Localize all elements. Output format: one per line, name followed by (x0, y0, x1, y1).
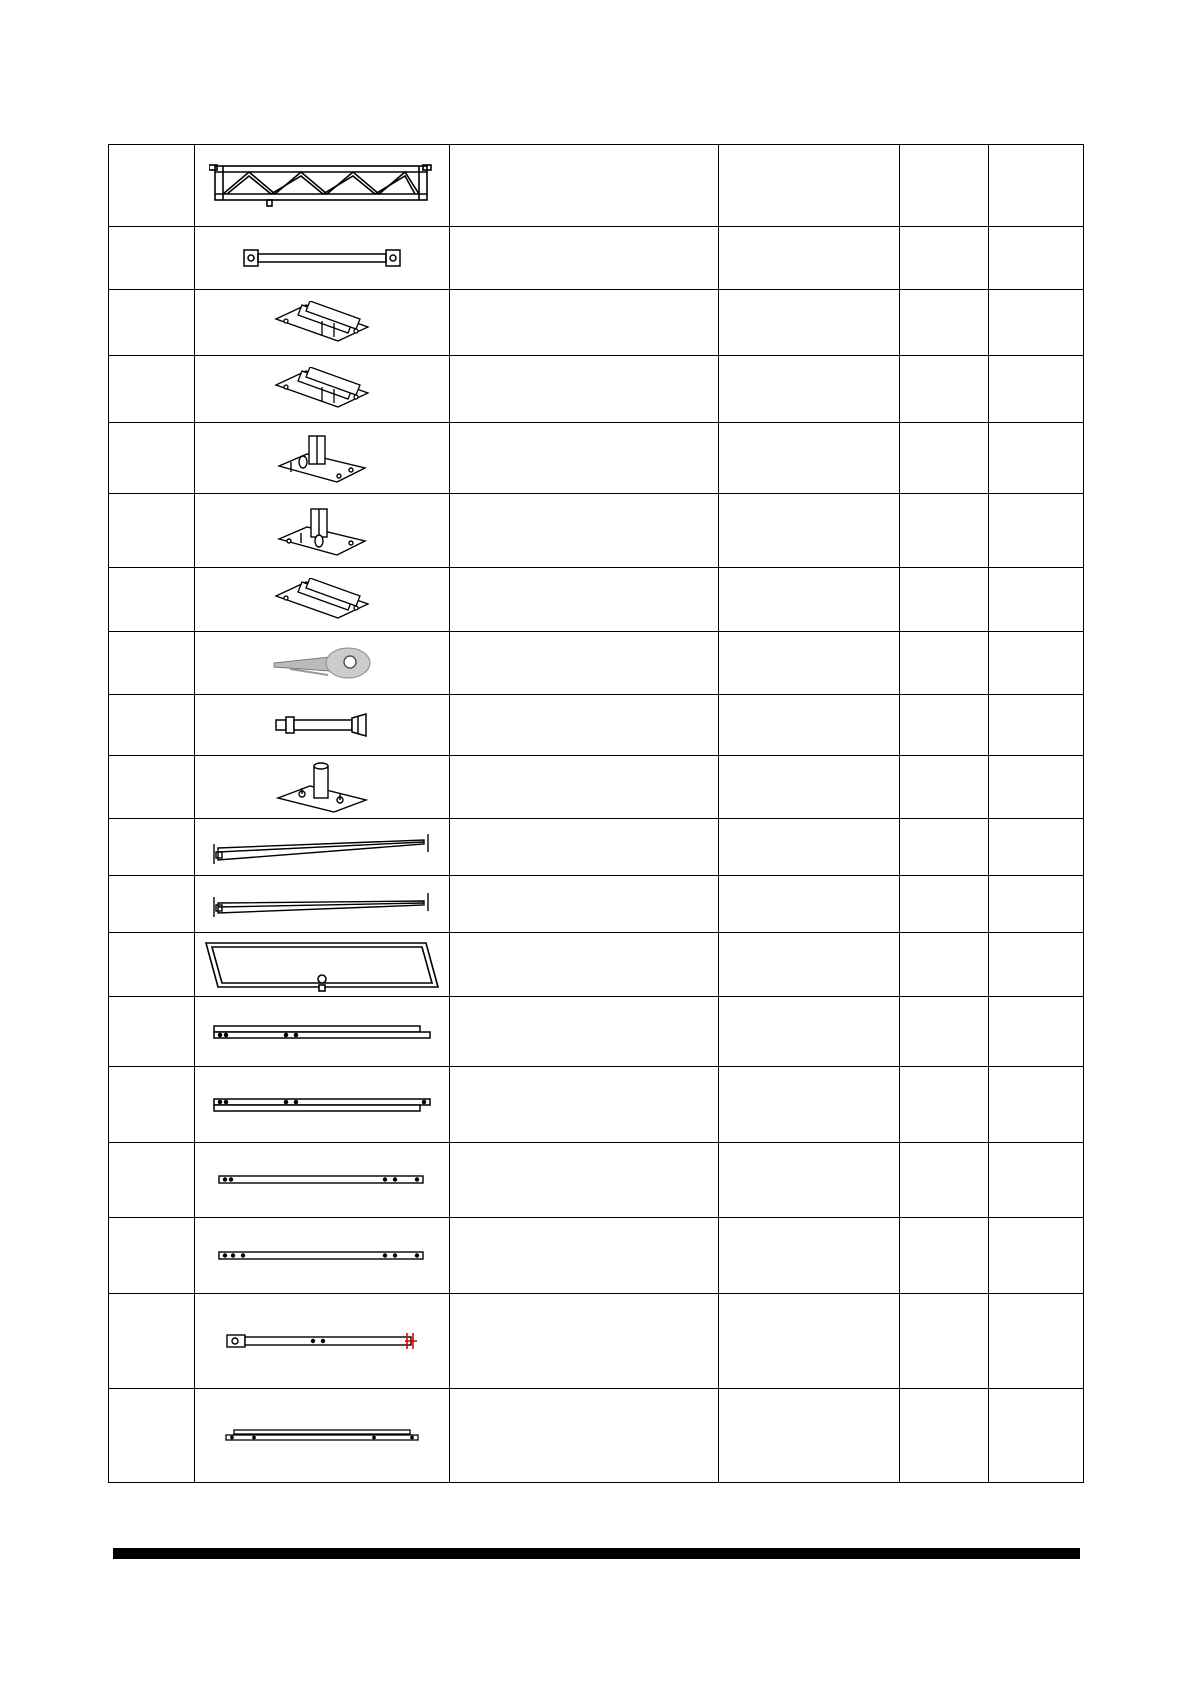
item-qty (900, 1294, 989, 1389)
item-number (109, 756, 195, 819)
item-qty (900, 1143, 989, 1218)
item-description (450, 819, 719, 876)
item-description (450, 756, 719, 819)
item-note (989, 933, 1084, 997)
item-qty (900, 1389, 989, 1483)
item-qty (900, 695, 989, 756)
parts-table (108, 144, 1084, 1483)
item-number (109, 632, 195, 695)
item-qty (900, 145, 989, 227)
item-description (450, 356, 719, 423)
item-description (450, 1294, 719, 1389)
table-row (109, 1143, 1084, 1218)
base-plate-double-rail-icon (272, 367, 372, 411)
item-qty (900, 632, 989, 695)
item-number (109, 876, 195, 933)
item-note (989, 1218, 1084, 1294)
item-description (450, 423, 719, 494)
item-spec (719, 494, 900, 568)
item-qty (900, 819, 989, 876)
item-spec (719, 933, 900, 997)
item-spec (719, 227, 900, 290)
item-description (450, 933, 719, 997)
item-qty (900, 1218, 989, 1294)
item-note (989, 568, 1084, 632)
hinged-bar-icon (225, 1330, 419, 1352)
table-row (109, 695, 1084, 756)
item-spec (719, 695, 900, 756)
item-number (109, 568, 195, 632)
item-qty (900, 568, 989, 632)
post-bracket-plate-icon (277, 505, 367, 557)
item-qty (900, 997, 989, 1067)
table-row (109, 933, 1084, 997)
tapered-beam-icon (210, 830, 434, 864)
eye-bolt-icon (270, 645, 374, 681)
item-description (450, 290, 719, 356)
item-spec (719, 423, 900, 494)
item-qty (900, 876, 989, 933)
item-note (989, 356, 1084, 423)
item-number (109, 1389, 195, 1483)
item-description (450, 1389, 719, 1483)
item-number (109, 494, 195, 568)
item-qty (900, 1067, 989, 1143)
item-spec (719, 1143, 900, 1218)
table-row (109, 423, 1084, 494)
item-number (109, 227, 195, 290)
table-row (109, 876, 1084, 933)
table-row (109, 568, 1084, 632)
item-spec (719, 632, 900, 695)
table-row (109, 290, 1084, 356)
item-description (450, 876, 719, 933)
tapered-beam-icon (210, 889, 434, 919)
table-row (109, 1067, 1084, 1143)
item-qty (900, 494, 989, 568)
item-spec (719, 1067, 900, 1143)
item-note (989, 876, 1084, 933)
item-spec (719, 819, 900, 876)
item-qty (900, 423, 989, 494)
table-row (109, 632, 1084, 695)
item-note (989, 423, 1084, 494)
item-qty (900, 356, 989, 423)
table-row (109, 756, 1084, 819)
item-note (989, 1067, 1084, 1143)
flat-bar-icon (217, 1173, 427, 1187)
item-spec (719, 145, 900, 227)
item-note (989, 1143, 1084, 1218)
item-number (109, 423, 195, 494)
channel-rail-icon (212, 1095, 432, 1115)
item-note (989, 632, 1084, 695)
item-number (109, 933, 195, 997)
flat-bar-icon (217, 1249, 427, 1263)
item-number (109, 1143, 195, 1218)
item-spec (719, 876, 900, 933)
item-spec (719, 997, 900, 1067)
item-note (989, 756, 1084, 819)
post-bracket-plate-icon (277, 432, 367, 484)
base-plate-double-rail-icon (272, 301, 372, 345)
item-note (989, 145, 1084, 227)
item-description (450, 695, 719, 756)
item-qty (900, 290, 989, 356)
item-description (450, 997, 719, 1067)
footer-rule (113, 1548, 1080, 1559)
item-description (450, 227, 719, 290)
item-note (989, 819, 1084, 876)
table-row (109, 494, 1084, 568)
item-note (989, 1389, 1084, 1483)
item-number (109, 1218, 195, 1294)
item-qty (900, 227, 989, 290)
item-number (109, 997, 195, 1067)
item-number (109, 1067, 195, 1143)
post-base-icon (276, 760, 368, 814)
item-description (450, 494, 719, 568)
item-spec (719, 756, 900, 819)
item-spec (719, 290, 900, 356)
item-description (450, 1067, 719, 1143)
item-spec (719, 356, 900, 423)
item-description (450, 632, 719, 695)
item-description (450, 1218, 719, 1294)
item-qty (900, 933, 989, 997)
item-qty (900, 756, 989, 819)
table-row (109, 145, 1084, 227)
table-row (109, 1294, 1084, 1389)
item-note (989, 695, 1084, 756)
item-spec (719, 568, 900, 632)
item-note (989, 290, 1084, 356)
channel-rail-icon (212, 1022, 432, 1042)
item-number (109, 356, 195, 423)
table-row (109, 227, 1084, 290)
truss-frame-icon (209, 162, 435, 210)
anchor-bolt-icon (274, 712, 370, 738)
table-row (109, 1389, 1084, 1483)
item-number (109, 695, 195, 756)
table-row (109, 819, 1084, 876)
item-note (989, 227, 1084, 290)
item-spec (719, 1218, 900, 1294)
item-number (109, 145, 195, 227)
item-note (989, 494, 1084, 568)
item-note (989, 1294, 1084, 1389)
roof-panel-icon (204, 937, 440, 993)
connecting-bar-icon (242, 245, 402, 271)
item-number (109, 1294, 195, 1389)
item-spec (719, 1389, 900, 1483)
item-description (450, 1143, 719, 1218)
item-description (450, 568, 719, 632)
base-plate-double-rail-icon (272, 578, 372, 622)
table-row (109, 1218, 1084, 1294)
item-spec (719, 1294, 900, 1389)
slide-rail-icon (224, 1427, 420, 1445)
table-row (109, 356, 1084, 423)
item-description (450, 145, 719, 227)
item-number (109, 819, 195, 876)
table-row (109, 997, 1084, 1067)
item-note (989, 997, 1084, 1067)
item-number (109, 290, 195, 356)
